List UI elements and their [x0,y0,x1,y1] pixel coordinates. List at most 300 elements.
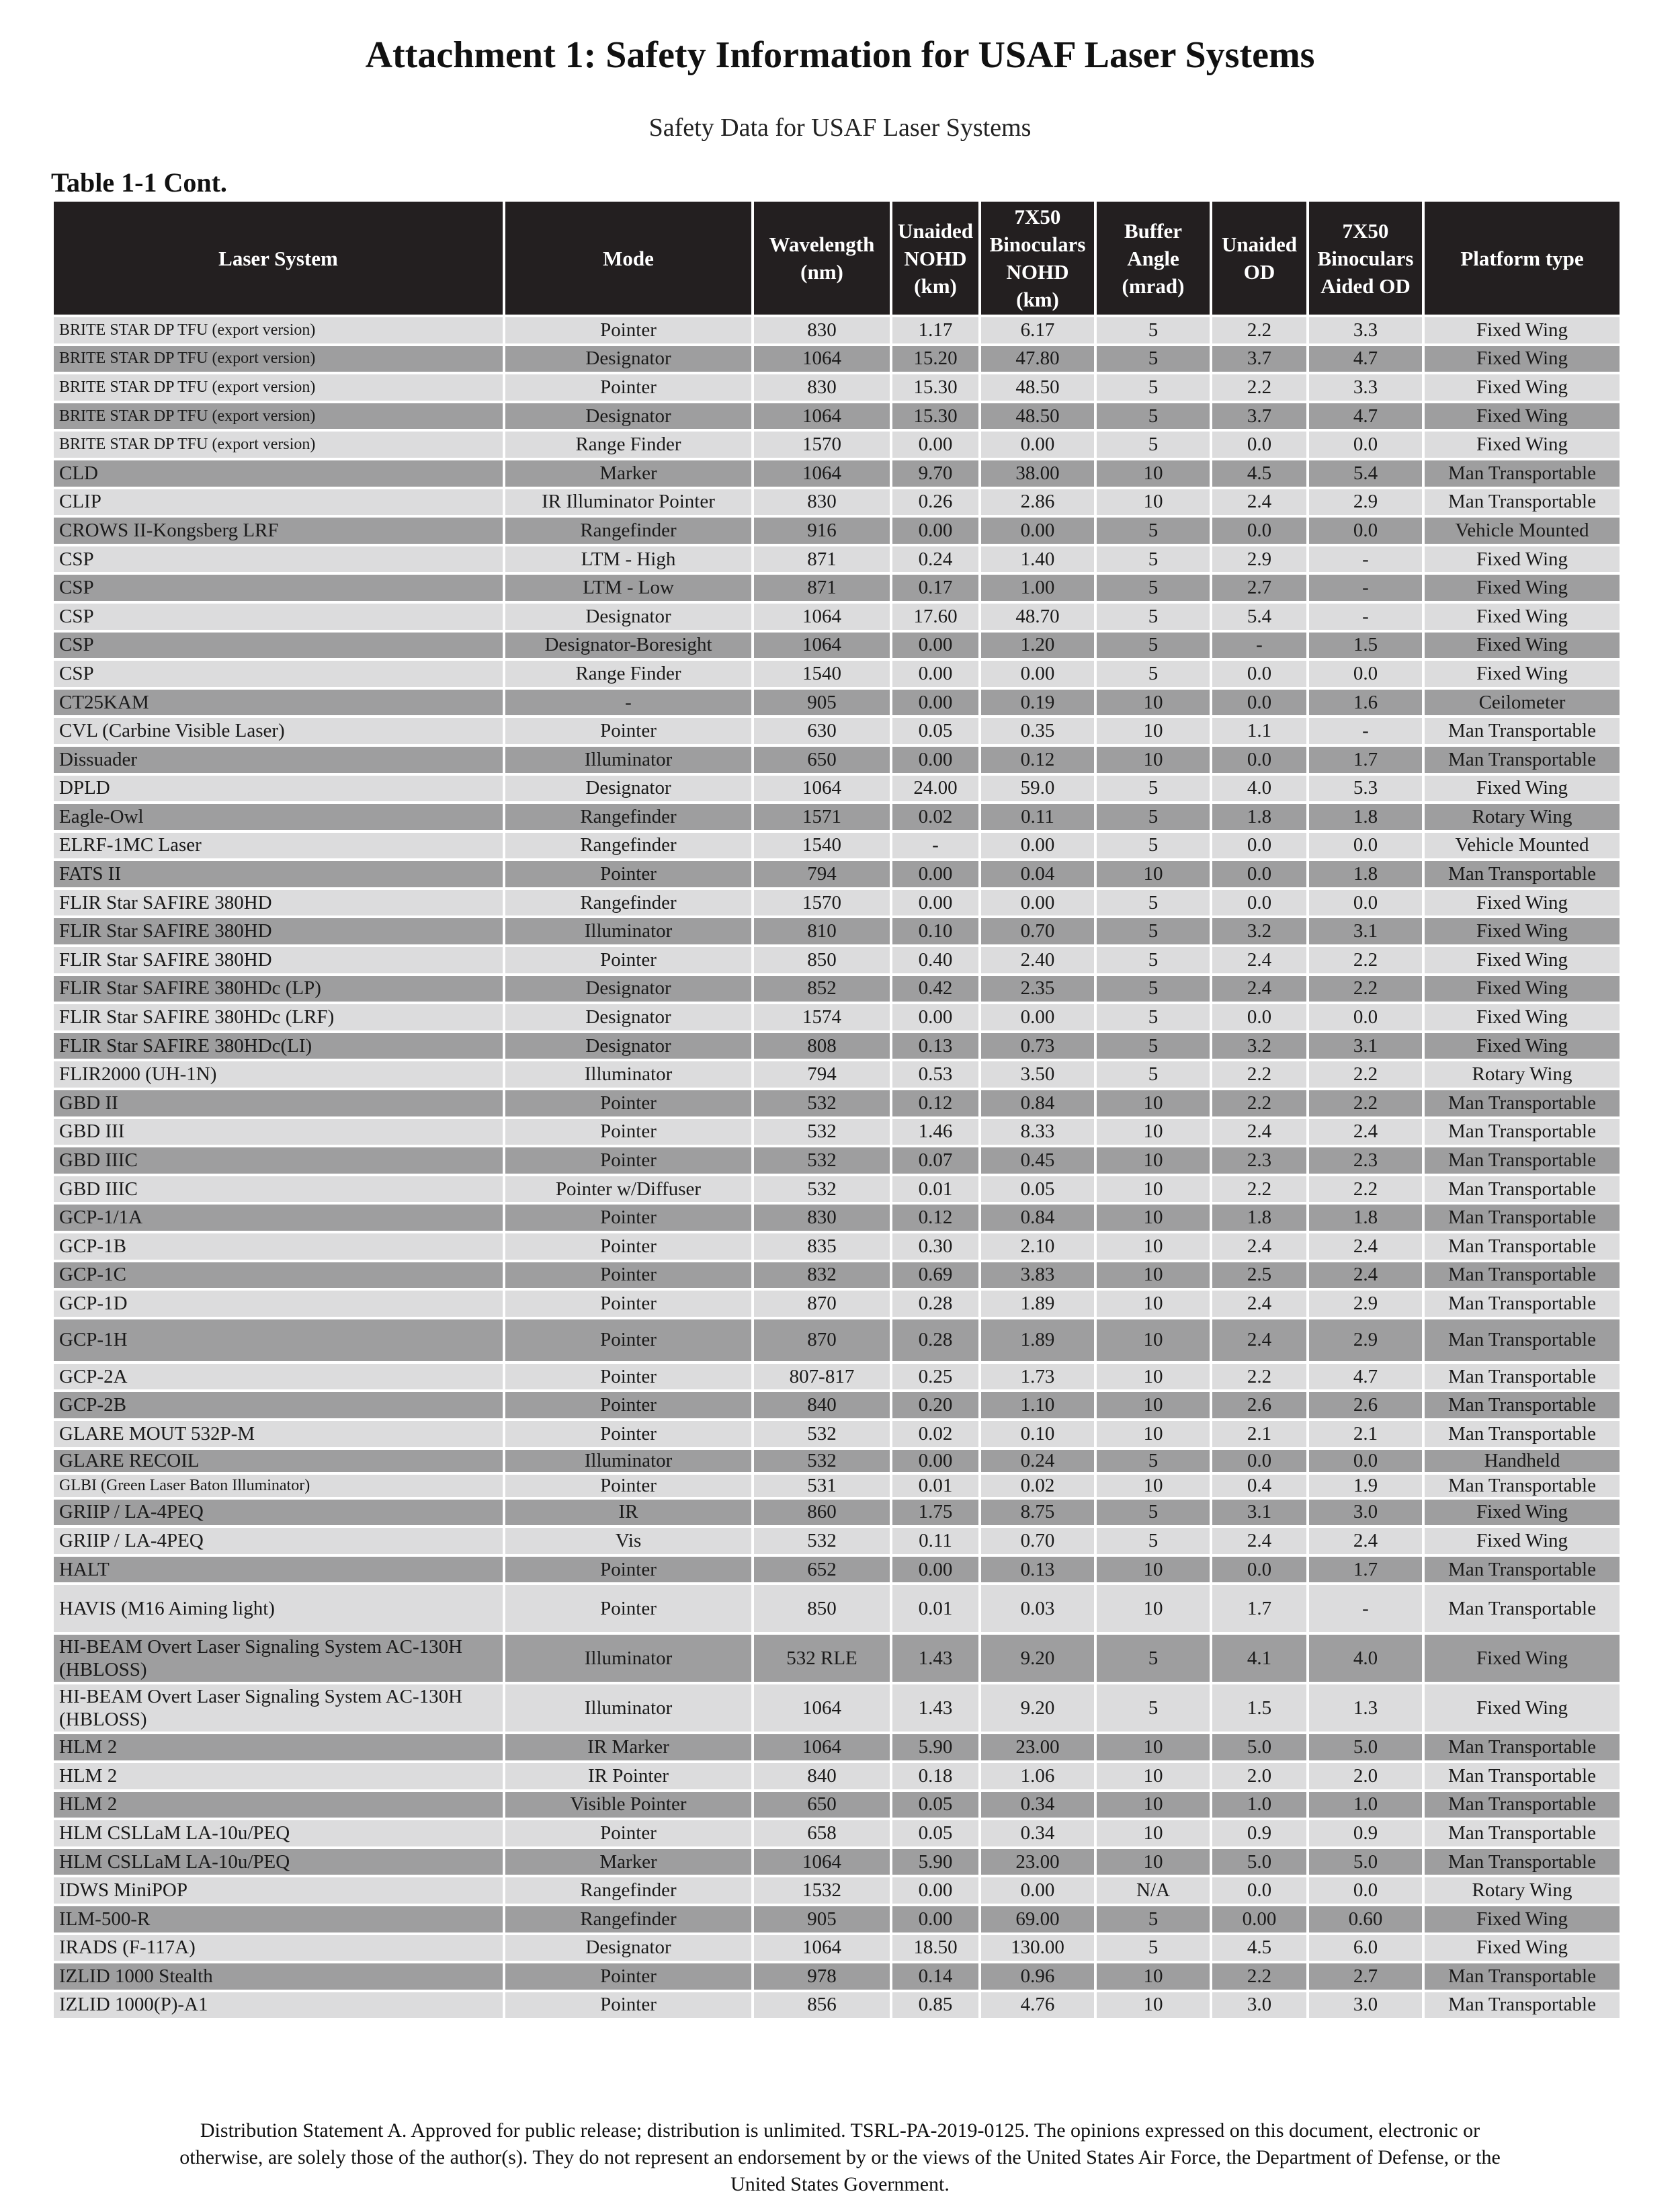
laser-system-cell: CLD [52,459,504,488]
platform-type-cell: Fixed Wing [1423,430,1621,459]
unaided-nohd-cell: 5.90 [891,1733,980,1762]
unaided-od-cell: 2.2 [1211,1060,1308,1089]
buffer-angle-cell: 10 [1095,1791,1211,1820]
wavelength-cell: 1570 [753,889,891,918]
unaided-od-cell: 0.9 [1211,1819,1308,1848]
buffer-angle-cell: 10 [1095,688,1211,717]
laser-system-cell: ILM-500-R [52,1905,504,1934]
laser-system-cell: FLIR Star SAFIRE 380HDc (LP) [52,975,504,1004]
laser-system-cell: IRADS (F-117A) [52,1934,504,1963]
table-row [52,1934,1621,1963]
laser-system-cell: FLIR Star SAFIRE 380HDc(LI) [52,1032,504,1061]
table-row [52,1633,1621,1683]
binoculars-nohd-cell: 48.50 [980,402,1095,431]
table-row [52,688,1621,717]
platform-type-cell: Man Transportable [1423,1584,1621,1633]
unaided-nohd-cell: 18.50 [891,1934,980,1963]
laser-system-cell: GRIIP / LA-4PEQ [52,1527,504,1555]
unaided-od-cell: 5.0 [1211,1733,1308,1762]
mode-cell: Pointer [504,1555,753,1584]
mode-cell: Designator [504,1032,753,1061]
unaided-nohd-cell: 1.43 [891,1633,980,1683]
aided-od-cell: 4.0 [1308,1633,1423,1683]
table-row [52,1498,1621,1527]
aided-od-cell: 0.0 [1308,1876,1423,1905]
table-row [52,488,1621,517]
table-row [52,430,1621,459]
platform-type-cell: Man Transportable [1423,1848,1621,1877]
unaided-nohd-cell: 0.25 [891,1362,980,1391]
table-row [52,1584,1621,1633]
unaided-od-cell: 2.4 [1211,1527,1308,1555]
buffer-angle-cell: 5 [1095,803,1211,831]
mode-cell: Rangefinder [504,516,753,545]
wavelength-cell: 905 [753,688,891,717]
aided-od-cell: 3.1 [1308,1032,1423,1061]
unaided-od-cell: 2.9 [1211,545,1308,574]
platform-type-cell: Man Transportable [1423,1232,1621,1261]
wavelength-cell: 830 [753,488,891,517]
unaided-od-cell: 2.7 [1211,573,1308,602]
laser-system-cell: CSP [52,631,504,660]
mode-cell: Pointer [504,1146,753,1175]
unaided-nohd-cell: 0.10 [891,917,980,946]
table-row [52,573,1621,602]
unaided-od-cell: 2.4 [1211,488,1308,517]
wavelength-cell: 1064 [753,402,891,431]
table-row [52,1962,1621,1991]
unaided-nohd-cell: 1.75 [891,1498,980,1527]
unaided-nohd-cell: 0.28 [891,1318,980,1362]
table-row [52,1473,1621,1498]
aided-od-cell: 5.3 [1308,774,1423,803]
platform-type-cell: Man Transportable [1423,1991,1621,2020]
wavelength-cell: 1064 [753,1934,891,1963]
unaided-nohd-cell: 0.07 [891,1146,980,1175]
laser-system-cell: ELRF-1MC Laser [52,831,504,860]
mode-cell: Pointer [504,316,753,345]
wavelength-cell: 978 [753,1962,891,1991]
platform-type-cell: Fixed Wing [1423,917,1621,946]
table-body [52,316,1621,2019]
binoculars-nohd-cell: 8.33 [980,1118,1095,1147]
laser-system-cell: CSP [52,659,504,688]
unaided-od-cell: 2.6 [1211,1391,1308,1420]
table-row [52,1991,1621,2020]
wavelength-cell: 1064 [753,345,891,374]
binoculars-nohd-cell: 1.89 [980,1318,1095,1362]
platform-type-cell: Man Transportable [1423,1819,1621,1848]
binoculars-nohd-cell: 0.84 [980,1089,1095,1118]
mode-cell: Pointer [504,1584,753,1633]
wavelength-cell: 532 [753,1089,891,1118]
binoculars-nohd-cell: 130.00 [980,1934,1095,1963]
mode-cell: LTM - Low [504,573,753,602]
wavelength-cell: 905 [753,1905,891,1934]
platform-type-cell: Fixed Wing [1423,975,1621,1004]
table-row [52,1318,1621,1362]
wavelength-cell: 532 [753,1118,891,1147]
mode-cell: Designator [504,1934,753,1963]
unaided-od-cell: 2.2 [1211,1362,1308,1391]
mode-cell: Illuminator [504,917,753,946]
aided-od-cell: 1.8 [1308,1203,1423,1232]
platform-type-cell: Fixed Wing [1423,545,1621,574]
table-row [52,1362,1621,1391]
mode-cell: Pointer [504,860,753,889]
buffer-angle-cell: 10 [1095,1848,1211,1877]
buffer-angle-cell: 10 [1095,860,1211,889]
header-wavelength: Wavelength (nm) [753,200,891,316]
laser-system-cell: HLM 2 [52,1762,504,1791]
mode-cell: Illuminator [504,1683,753,1733]
unaided-nohd-cell: - [891,831,980,860]
buffer-angle-cell: 5 [1095,1060,1211,1089]
unaided-od-cell: 3.2 [1211,1032,1308,1061]
aided-od-cell: - [1308,545,1423,574]
platform-type-cell: Man Transportable [1423,1733,1621,1762]
table-row [52,602,1621,631]
binoculars-nohd-cell: 6.17 [980,316,1095,345]
laser-system-cell: FLIR Star SAFIRE 380HDc (LRF) [52,1003,504,1032]
platform-type-cell: Fixed Wing [1423,889,1621,918]
document-subtitle: Safety Data for USAF Laser Systems [648,114,1032,142]
unaided-nohd-cell: 0.00 [891,1876,980,1905]
platform-type-cell: Man Transportable [1423,745,1621,774]
unaided-nohd-cell: 15.30 [891,373,980,402]
unaided-nohd-cell: 0.00 [891,631,980,660]
aided-od-cell: 2.2 [1308,1089,1423,1118]
aided-od-cell: 2.6 [1308,1391,1423,1420]
mode-cell: Pointer [504,1962,753,1991]
unaided-od-cell: 0.4 [1211,1473,1308,1498]
laser-safety-table [51,199,1622,2021]
table-row [52,1203,1621,1232]
table-row [52,860,1621,889]
aided-od-cell: 3.0 [1308,1498,1423,1527]
unaided-od-cell: 0.0 [1211,1555,1308,1584]
mode-cell: Pointer [504,1232,753,1261]
aided-od-cell: 0.0 [1308,1449,1423,1473]
wavelength-cell: 1540 [753,831,891,860]
table-row [52,975,1621,1004]
platform-type-cell: Man Transportable [1423,1362,1621,1391]
mode-cell: Designator [504,345,753,374]
aided-od-cell: 2.3 [1308,1146,1423,1175]
table-row [52,1819,1621,1848]
wavelength-cell: 532 [753,1175,891,1204]
aided-od-cell: 4.7 [1308,402,1423,431]
wavelength-cell: 794 [753,860,891,889]
wavelength-cell: 830 [753,1203,891,1232]
table-row [52,545,1621,574]
mode-cell: Pointer [504,1318,753,1362]
laser-system-cell: GLARE RECOIL [52,1449,504,1473]
unaided-nohd-cell: 0.53 [891,1060,980,1089]
binoculars-nohd-cell: 2.10 [980,1232,1095,1261]
laser-system-cell: HAVIS (M16 Aiming light) [52,1584,504,1633]
aided-od-cell: 1.0 [1308,1791,1423,1820]
platform-type-cell: Fixed Wing [1423,373,1621,402]
platform-type-cell: Man Transportable [1423,1289,1621,1318]
laser-system-cell: GLBI (Green Laser Baton Illuminator) [52,1473,504,1498]
unaided-nohd-cell: 0.00 [891,745,980,774]
aided-od-cell: - [1308,602,1423,631]
aided-od-cell: 2.0 [1308,1762,1423,1791]
unaided-od-cell: 0.0 [1211,889,1308,918]
unaided-od-cell: 4.1 [1211,1633,1308,1683]
unaided-od-cell: 4.0 [1211,774,1308,803]
binoculars-nohd-cell: 0.34 [980,1819,1095,1848]
laser-system-cell: GCP-1/1A [52,1203,504,1232]
laser-system-cell: FLIR Star SAFIRE 380HD [52,917,504,946]
binoculars-nohd-cell: 1.00 [980,573,1095,602]
platform-type-cell: Fixed Wing [1423,1032,1621,1061]
mode-cell: Pointer [504,1473,753,1498]
aided-od-cell: 2.2 [1308,1175,1423,1204]
buffer-angle-cell: 10 [1095,1261,1211,1290]
aided-od-cell: 2.2 [1308,975,1423,1004]
wavelength-cell: 650 [753,745,891,774]
laser-system-cell: BRITE STAR DP TFU (export version) [52,373,504,402]
unaided-od-cell: 3.2 [1211,917,1308,946]
aided-od-cell: 2.9 [1308,1318,1423,1362]
table-row [52,1791,1621,1820]
mode-cell: Marker [504,1848,753,1877]
binoculars-nohd-cell: 69.00 [980,1905,1095,1934]
wavelength-cell: 840 [753,1762,891,1791]
laser-system-cell: HALT [52,1555,504,1584]
mode-cell: Pointer [504,1203,753,1232]
binoculars-nohd-cell: 1.89 [980,1289,1095,1318]
header-mode: Mode [504,200,753,316]
binoculars-nohd-cell: 0.34 [980,1791,1095,1820]
wavelength-cell: 652 [753,1555,891,1584]
table-row [52,1032,1621,1061]
wavelength-cell: 807-817 [753,1362,891,1391]
mode-cell: Illuminator [504,1449,753,1473]
mode-cell: Pointer [504,1420,753,1449]
aided-od-cell: 0.0 [1308,516,1423,545]
buffer-angle-cell: 10 [1095,1962,1211,1991]
unaided-od-cell: 1.8 [1211,1203,1308,1232]
platform-type-cell: Fixed Wing [1423,1633,1621,1683]
buffer-angle-cell: 10 [1095,1318,1211,1362]
aided-od-cell: - [1308,717,1423,745]
unaided-od-cell: 2.4 [1211,946,1308,975]
platform-type-cell: Man Transportable [1423,1420,1621,1449]
aided-od-cell: 5.4 [1308,459,1423,488]
table-row [52,402,1621,431]
aided-od-cell: 3.1 [1308,917,1423,946]
table-row [52,1527,1621,1555]
platform-type-cell: Man Transportable [1423,1555,1621,1584]
mode-cell: LTM - High [504,545,753,574]
platform-type-cell: Man Transportable [1423,1791,1621,1820]
platform-type-cell: Man Transportable [1423,1089,1621,1118]
platform-type-cell: Man Transportable [1423,459,1621,488]
header-unaided-nohd: Unaided NOHD (km) [891,200,980,316]
table-row [52,459,1621,488]
table-row [52,373,1621,402]
mode-cell: Designator [504,602,753,631]
binoculars-nohd-cell: 48.70 [980,602,1095,631]
unaided-nohd-cell: 0.00 [891,860,980,889]
laser-system-cell: CVL (Carbine Visible Laser) [52,717,504,745]
platform-type-cell: Man Transportable [1423,1473,1621,1498]
platform-type-cell: Fixed Wing [1423,573,1621,602]
unaided-od-cell: 0.0 [1211,745,1308,774]
aided-od-cell: 0.0 [1308,1003,1423,1032]
unaided-nohd-cell: 0.12 [891,1203,980,1232]
aided-od-cell: 6.0 [1308,1934,1423,1963]
laser-system-cell: IDWS MiniPOP [52,1876,504,1905]
table-row [52,1848,1621,1877]
aided-od-cell: 1.8 [1308,803,1423,831]
table-row [52,1391,1621,1420]
laser-system-cell: GBD IIIC [52,1175,504,1204]
binoculars-nohd-cell: 8.75 [980,1498,1095,1527]
unaided-od-cell: - [1211,631,1308,660]
binoculars-nohd-cell: 0.00 [980,659,1095,688]
binoculars-nohd-cell: 1.20 [980,631,1095,660]
platform-type-cell: Man Transportable [1423,1762,1621,1791]
unaided-od-cell: 4.5 [1211,1934,1308,1963]
laser-system-cell: GLARE MOUT 532P-M [52,1420,504,1449]
laser-system-cell: GBD III [52,1118,504,1147]
aided-od-cell: 2.9 [1308,1289,1423,1318]
mode-cell: Pointer [504,1118,753,1147]
unaided-nohd-cell: 0.40 [891,946,980,975]
binoculars-nohd-cell: 0.00 [980,1876,1095,1905]
table-row [52,1060,1621,1089]
unaided-od-cell: 3.7 [1211,402,1308,431]
aided-od-cell: 4.7 [1308,345,1423,374]
table-row [52,316,1621,345]
table-row [52,1089,1621,1118]
buffer-angle-cell: 10 [1095,1289,1211,1318]
wavelength-cell: 1064 [753,459,891,488]
platform-type-cell: Fixed Wing [1423,946,1621,975]
unaided-nohd-cell: 0.00 [891,516,980,545]
unaided-nohd-cell: 5.90 [891,1848,980,1877]
laser-system-cell: CSP [52,573,504,602]
unaided-nohd-cell: 0.00 [891,659,980,688]
laser-system-cell: CSP [52,602,504,631]
platform-type-cell: Fixed Wing [1423,1683,1621,1733]
unaided-nohd-cell: 17.60 [891,602,980,631]
unaided-nohd-cell: 24.00 [891,774,980,803]
aided-od-cell: 3.3 [1308,316,1423,345]
aided-od-cell: 2.1 [1308,1420,1423,1449]
laser-system-cell: Eagle-Owl [52,803,504,831]
buffer-angle-cell: 5 [1095,1905,1211,1934]
table-row [52,1003,1621,1032]
binoculars-nohd-cell: 0.70 [980,917,1095,946]
unaided-nohd-cell: 0.00 [891,1905,980,1934]
table-row [52,1232,1621,1261]
table-row [52,345,1621,374]
buffer-angle-cell: 5 [1095,430,1211,459]
buffer-angle-cell: 5 [1095,1032,1211,1061]
mode-cell: Rangefinder [504,803,753,831]
laser-system-cell: BRITE STAR DP TFU (export version) [52,345,504,374]
unaided-od-cell: 0.0 [1211,430,1308,459]
binoculars-nohd-cell: 0.73 [980,1032,1095,1061]
aided-od-cell: 3.3 [1308,373,1423,402]
binoculars-nohd-cell: 1.73 [980,1362,1095,1391]
table-row [52,1118,1621,1147]
laser-system-cell: GBD IIIC [52,1146,504,1175]
table-row [52,1905,1621,1934]
unaided-od-cell: 1.0 [1211,1791,1308,1820]
binoculars-nohd-cell: 2.86 [980,488,1095,517]
unaided-nohd-cell: 0.18 [891,1762,980,1791]
aided-od-cell: 2.2 [1308,946,1423,975]
unaided-nohd-cell: 0.00 [891,430,980,459]
table-row [52,774,1621,803]
platform-type-cell: Man Transportable [1423,1261,1621,1290]
wavelength-cell: 850 [753,946,891,975]
wavelength-cell: 856 [753,1991,891,2020]
unaided-nohd-cell: 0.14 [891,1962,980,1991]
mode-cell: Marker [504,459,753,488]
mode-cell: Designator-Boresight [504,631,753,660]
unaided-nohd-cell: 0.05 [891,717,980,745]
laser-system-cell: FLIR2000 (UH-1N) [52,1060,504,1089]
aided-od-cell: 2.4 [1308,1118,1423,1147]
platform-type-cell: Fixed Wing [1423,1527,1621,1555]
platform-type-cell: Fixed Wing [1423,774,1621,803]
binoculars-nohd-cell: 3.50 [980,1060,1095,1089]
laser-system-cell: HI-BEAM Overt Laser Signaling System AC-130H (HBLOSS) [52,1633,504,1683]
mode-cell: Range Finder [504,430,753,459]
platform-type-cell: Fixed Wing [1423,602,1621,631]
platform-type-cell: Man Transportable [1423,1962,1621,1991]
unaided-od-cell: 2.0 [1211,1762,1308,1791]
wavelength-cell: 832 [753,1261,891,1290]
unaided-nohd-cell: 0.01 [891,1175,980,1204]
binoculars-nohd-cell: 59.0 [980,774,1095,803]
table-header-row [52,200,1621,316]
wavelength-cell: 1570 [753,430,891,459]
aided-od-cell: 1.7 [1308,745,1423,774]
unaided-od-cell: 4.5 [1211,459,1308,488]
aided-od-cell: 0.0 [1308,659,1423,688]
buffer-angle-cell: 10 [1095,459,1211,488]
unaided-od-cell: 1.8 [1211,803,1308,831]
platform-type-cell: Handheld [1423,1449,1621,1473]
laser-system-cell: FATS II [52,860,504,889]
laser-system-cell: FLIR Star SAFIRE 380HD [52,946,504,975]
laser-system-cell: CROWS II-Kongsberg LRF [52,516,504,545]
platform-type-cell: Man Transportable [1423,1391,1621,1420]
unaided-nohd-cell: 0.01 [891,1473,980,1498]
binoculars-nohd-cell: 0.00 [980,516,1095,545]
buffer-angle-cell: 5 [1095,545,1211,574]
buffer-angle-cell: 5 [1095,602,1211,631]
unaided-nohd-cell: 0.02 [891,1420,980,1449]
table-row [52,1555,1621,1584]
binoculars-nohd-cell: 0.00 [980,1003,1095,1032]
header-unaided-od: Unaided OD [1211,200,1308,316]
binoculars-nohd-cell: 0.12 [980,745,1095,774]
unaided-od-cell: 1.1 [1211,717,1308,745]
unaided-od-cell: 2.3 [1211,1146,1308,1175]
unaided-od-cell: 3.0 [1211,1991,1308,2020]
unaided-nohd-cell: 0.26 [891,488,980,517]
table-caption: Table 1-1 Cont. [51,167,227,198]
